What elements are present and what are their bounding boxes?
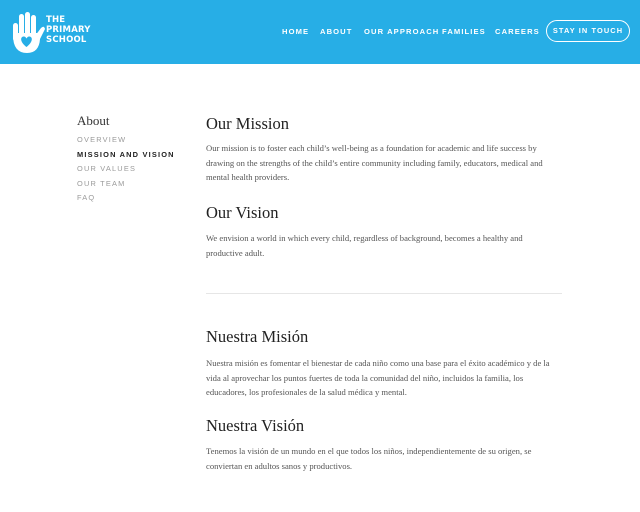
stay-in-touch-button[interactable]: STAY IN TOUCH — [546, 20, 630, 42]
mission-heading: Our Mission — [206, 114, 289, 133]
mision-es-paragraph: Nuestra misión es fomentar el bienestar de cada niño como una base para el éxito académico y de la vida al aprovechar los puntos fuertes de toda la comunidad del niño, incluidos la familia, los educadores, los profesionales de la salud médica y mental. — [206, 358, 550, 398]
sidebar-item-overview[interactable]: OVERVIEW — [77, 135, 127, 144]
nav-about[interactable]: ABOUT — [320, 27, 353, 36]
sidebar-item-our-values[interactable]: OUR VALUES — [77, 164, 137, 173]
nav-home[interactable]: HOME — [282, 27, 310, 36]
sidebar-nav — [77, 113, 187, 206]
sidebar-item-our-team[interactable]: OUR TEAM — [77, 178, 126, 188]
sidebar-item-faq[interactable]: FAQ — [77, 193, 96, 202]
mision-es-heading: Nuestra Misión — [206, 327, 309, 346]
logo-line: THE — [46, 15, 66, 25]
vision-es-paragraph: Tenemos la visión de un mundo en el que todos los niños, independientemente de su origen, se conviertan en adultos sanos y productivos. — [206, 446, 532, 471]
vision-heading: Our Vision — [206, 203, 279, 222]
nav-careers[interactable]: CAREERS — [495, 27, 540, 36]
sidebar-title: About — [77, 113, 110, 128]
sidebar-item-mission-and-vision[interactable]: MISSION AND VISION — [77, 149, 175, 159]
logo-line: PRIMARY — [46, 25, 91, 35]
vision-es-heading: Nuestra Visión — [206, 416, 305, 435]
vision-paragraph: We envision a world in which every child, regardless of background, becomes a healthy and productive adult. — [206, 233, 523, 258]
mission-paragraph: Our mission is to foster each child’s well-being as a foundation for academic and life success by drawing on the strengths of the child’s entire community including family, educators, medical and mental health providers. — [206, 143, 543, 183]
logo-line: SCHOOL — [46, 35, 87, 45]
hand-heart-logo-icon — [8, 11, 48, 55]
site-logo[interactable] — [8, 11, 98, 55]
section-divider — [206, 293, 562, 294]
nav-families[interactable]: FAMILIES — [442, 27, 486, 36]
nav-our-approach[interactable]: OUR APPROACH — [364, 27, 440, 36]
logo-wordmark — [46, 15, 91, 45]
site-header — [0, 0, 640, 64]
